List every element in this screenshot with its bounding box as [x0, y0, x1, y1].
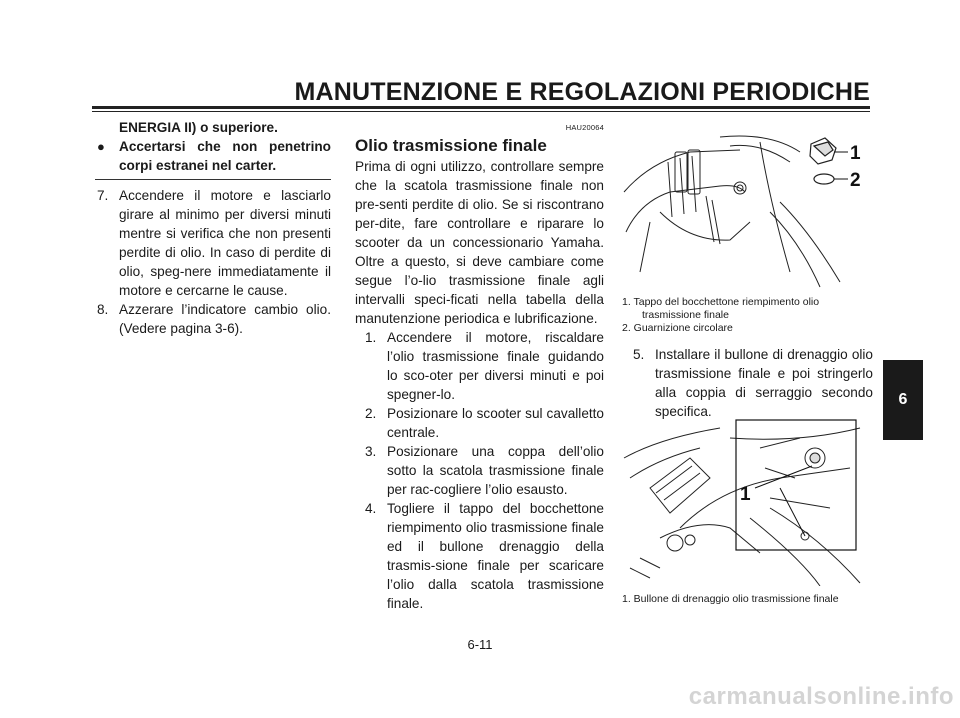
list-item [97, 300, 331, 338]
warning-bullet [97, 137, 331, 175]
section-code: HAU20064 [565, 123, 604, 132]
caption-line: 2. Guarnizione circolare [622, 322, 733, 334]
step-text: Posizionare una coppa dell’olio sotto la scatola trasmissione finale per rac-cogliere l’olio esausto. [387, 444, 604, 497]
header-rule-thin [92, 111, 870, 112]
figure1-caption [622, 296, 872, 335]
bullet-icon: ● [97, 139, 105, 154]
step-number: 1. [365, 330, 377, 345]
chapter-tab: 6 [883, 360, 923, 440]
step-text: Togliere il tappo del bocchettone riempimento olio trasmissione finale ed il bullone drenaggio della trasmis-sione finale per scaricare l’olio dalla scatola trasmissione finale. [387, 501, 604, 611]
step-number: 2. [365, 406, 377, 421]
bullet-text: Accertarsi che non penetrino corpi estranei nel carter. [119, 139, 331, 173]
oil-filler-cap-illustration [620, 122, 872, 290]
page-header-title: MANUTENZIONE E REGOLAZIONI PERIODICHE [294, 78, 870, 106]
step-text: Accendere il motore, riscaldare l’olio trasmissione finale guidando lo sco-oter per diversi minuti e poi spegner-lo. [387, 330, 604, 402]
left-column [97, 118, 331, 338]
callout-1: 1 [740, 484, 751, 505]
figure2-caption: 1. Bullone di drenaggio olio trasmissione finale [622, 593, 839, 605]
caption-line: trasmissione finale [642, 309, 729, 321]
step-number: 5. [633, 347, 645, 362]
step-item [365, 328, 604, 404]
header-rule-thick [92, 106, 870, 109]
item-text: Azzerare l’indicatore cambio olio. (Vedere pagina 3-6). [119, 302, 331, 336]
list-item [97, 186, 331, 300]
step-text: Posizionare lo scooter sul cavalletto centrale. [387, 406, 604, 440]
callout-2: 2 [850, 170, 861, 191]
middle-column [355, 118, 604, 613]
continued-line: ENERGIA II) o superiore. [119, 120, 278, 135]
separator-line [95, 179, 331, 180]
callout-1: 1 [850, 143, 861, 164]
step-number: 3. [365, 444, 377, 459]
item-text: Accendere il motore e lasciarlo girare al minimo per diversi minuti mentre si verifica che non presenti perdite di olio. In caso di perdite di olio, speg-nere immediatamente il motore e cercarne le cause. [119, 188, 331, 298]
item-number: 7. [97, 188, 109, 203]
watermark: carmanualsonline.info [688, 683, 954, 710]
step-text: Installare il bullone di drenaggio olio trasmissione finale e poi stringerlo alla coppia di serraggio secondo specifica. [655, 347, 873, 419]
item-number: 8. [97, 302, 109, 317]
step-item [365, 499, 604, 613]
page-number: 6-11 [467, 637, 493, 652]
step-item [633, 345, 873, 421]
section-title: Olio trasmissione finale [355, 136, 547, 155]
intro-paragraph: Prima di ogni utilizzo, controllare sempre che la scatola trasmissione finale non pre-senti perdite di olio. Se si riscontrano per-dite, fare controllare e riparare lo scooter da un concessionario Yamaha. Oltre a questo, si deve cambiare come segue l’o-lio trasmissione finale agli intervalli speci-ficati nella tabella della manutenzione periodica e lubrificazione. [355, 159, 604, 326]
step-number: 4. [365, 501, 377, 516]
step-item [365, 442, 604, 499]
step-item [365, 404, 604, 442]
caption-line: 1. Tappo del bocchettone riempimento olio [622, 296, 820, 308]
drain-bolt-illustration [620, 418, 872, 586]
